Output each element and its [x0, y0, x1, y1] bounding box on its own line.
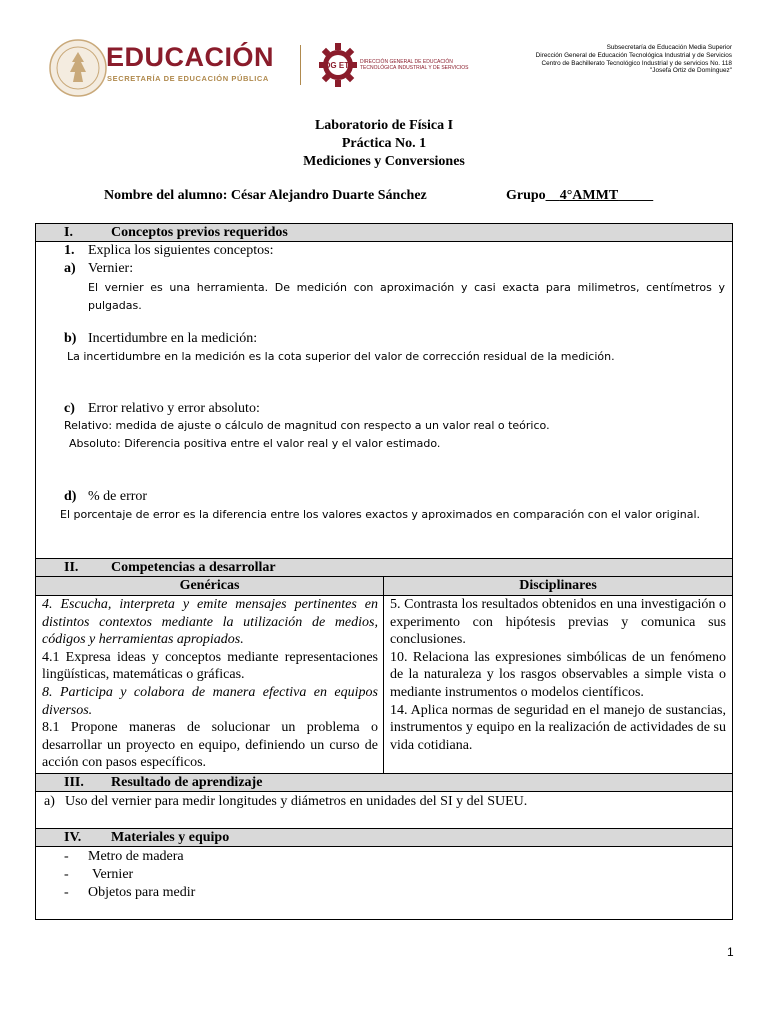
practice-sheet — [35, 223, 733, 920]
column-header-disciplinares: Disciplinares — [384, 577, 732, 596]
item-c-title: Error relativo y error absoluto: — [88, 401, 260, 416]
group-suffix: _____ — [618, 188, 654, 203]
section-title: Conceptos previos requeridos — [111, 225, 288, 240]
item-d-title: % de error — [88, 489, 148, 504]
competency-item: 14. Aplica normas de seguridad en el manejo de sustancias, instrumentos y equipo en la realización de actividades de su vida cotidiana. — [390, 702, 726, 753]
competency-item: 8.1 Propone maneras de solucionar un problema o desarrollar un proyecto en equipo, definiendo un curso de acción con pasos específicos. — [42, 720, 378, 771]
question-intro: Explica los siguientes conceptos: — [88, 243, 274, 258]
logo-educacion-title: EDUCACIÓN — [106, 42, 275, 72]
institution-line: Dirección General de Educación Tecnológica Industrial y de Servicios — [535, 51, 732, 59]
section-title: Resultado de aprendizaje — [111, 775, 263, 790]
bullet: - — [64, 885, 69, 900]
section-1-body — [36, 243, 732, 559]
dgeti-badge-text: DG ETI — [324, 61, 352, 70]
item-d-answer: El porcentaje de error es la diferencia entre los valores exactos y aproximados en comparación con el valor original. — [60, 508, 701, 521]
institution-block — [472, 44, 732, 75]
section-number: II. — [64, 560, 79, 575]
section-3-header — [36, 773, 732, 792]
logo-educacion-subtitle: SECRETARÍA DE EDUCACIÓN PÚBLICA — [107, 74, 269, 83]
student-name: Nombre del alumno: César Alejandro Duarte Sánchez — [104, 188, 427, 203]
competency-item: 5. Contrasta los resultados obtenidos en una investigación o experimento con hipótesis previas y comunica sus conclusiones. — [390, 597, 726, 648]
topic-title: Mediciones y Conversiones — [303, 154, 465, 169]
sep-seal-icon — [48, 38, 108, 98]
item-d-label: d) — [64, 489, 77, 504]
material-item: Metro de madera — [88, 849, 184, 864]
item-b-title: Incertidumbre en la medición: — [88, 331, 258, 346]
institution-line: Subsecretaría de Educación Media Superior — [606, 44, 732, 51]
question-number: 1. — [64, 243, 75, 258]
section-1-header — [36, 224, 732, 242]
logo-dgeti-text: DIRECCIÓN GENERAL DE EDUCACIÓN TECNOLÓGICA INDUSTRIAL Y DE SERVICIOS — [360, 59, 469, 71]
item-a-label: a) — [64, 261, 76, 276]
item-a-answer: El vernier es una herramienta. De medición con aproximación y casi exacta para milimetros, centímetros y pulgadas. — [88, 281, 725, 312]
section-3-body — [36, 792, 732, 828]
institution-line: Centro de Bachillerato Tecnológico Industrial y de servicios No. 118 — [541, 59, 732, 67]
group-prefix: Grupo__ — [506, 188, 560, 203]
bullet: - — [64, 849, 69, 864]
section-title: Materiales y equipo — [111, 830, 230, 845]
section-number: III. — [64, 775, 84, 790]
section-title: Competencias a desarrollar — [111, 560, 276, 575]
section-number: IV. — [64, 830, 82, 845]
outcome-text: Uso del vernier para medir longitudes y diámetros en unidades del SI y del SUEU. — [65, 794, 528, 809]
item-c-answer-absolute: Absoluto: Diferencia positiva entre el valor real y el valor estimado. — [69, 437, 441, 450]
practice-title: Práctica No. 1 — [341, 136, 427, 151]
student-group — [506, 188, 653, 204]
institution-line: "Josefa Ortiz de Domínguez" — [650, 67, 732, 75]
competencies-table — [36, 577, 732, 773]
material-item: Vernier — [92, 867, 134, 882]
section-number: I. — [64, 225, 73, 240]
competency-item: 4. Escucha, interpreta y emite mensajes pertinentes en distintos contextos mediante la utilización de medios, códigos y herramientas apropiados. — [42, 597, 378, 648]
dgeti-gear-icon — [318, 42, 358, 88]
item-b-label: b) — [64, 331, 77, 346]
bullet: - — [64, 867, 69, 882]
competency-item: 4.1 Expresa ideas y conceptos mediante representaciones lingüísticas, matemáticas o gráficas. — [42, 649, 378, 683]
competency-item: 8. Participa y colabora de manera efectiva en equipos diversos. — [42, 684, 378, 718]
materials-list — [36, 847, 732, 919]
outcome-label: a) — [44, 794, 55, 809]
competency-item: 10. Relaciona las expresiones simbólicas de un fenómeno de la naturaleza y los rasgos observables a simple vista o mediante instrumentos o modelos científicos. — [390, 649, 726, 700]
lab-title: Laboratorio de Física I — [314, 118, 454, 133]
group-value: 4°AMMT — [559, 188, 619, 203]
document-titles — [0, 117, 768, 171]
page-number: 1 — [727, 945, 734, 959]
section-4-header — [36, 828, 732, 847]
disciplinary-competencies — [390, 596, 726, 754]
item-c-label: c) — [64, 401, 75, 416]
column-header-genericas: Genéricas — [36, 577, 383, 596]
column-divider — [383, 577, 384, 773]
material-item: Objetos para medir — [88, 885, 196, 900]
logo-divider — [300, 45, 301, 85]
generic-competencies — [42, 596, 378, 772]
page-header — [0, 0, 768, 110]
section-2-header — [36, 558, 732, 577]
item-b-answer: La incertidumbre en la medición es la cota superior del valor de corrección residual de la medición. — [67, 350, 615, 363]
item-a-title: Vernier: — [88, 261, 134, 276]
item-c-answer-relative: Relativo: medida de ajuste o cálculo de magnitud con respecto a un valor real o teórico. — [64, 419, 550, 432]
